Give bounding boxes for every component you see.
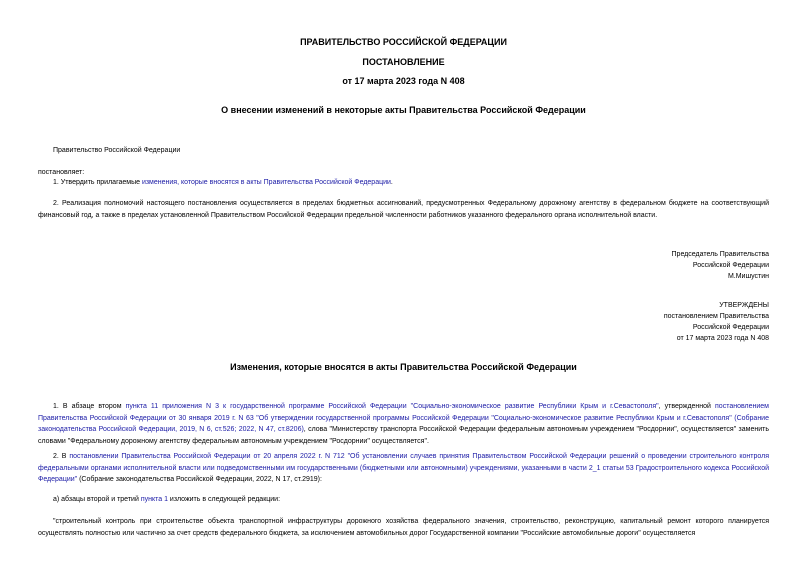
document-title: О внесении изменений в некоторые акты Правительства Российской Федерации: [221, 105, 586, 115]
signature-name: М.Мишустин: [727, 273, 769, 280]
document-type-heading: ПОСТАНОВЛЕНИЕ: [362, 57, 445, 67]
approval-by: постановлением Правительства: [663, 313, 769, 320]
paragraph-1-suffix: .: [390, 179, 393, 186]
resolution-2022-link[interactable]: постановлении Правительства Российской Федерации от 20 апреля 2022 г. N 712 "Об установлении случаев принятия Правительством Российской Федерации решений о проведении строительного контроля федеральными органами исполнительной власти или подведомственными им государственными (бюджетными или автономными) учреждениями, указанными в части 2_1 статьи 53 Градостроительного кодекса Российской Федерации": [38, 453, 769, 483]
change-1-text-b: , утвержденной: [658, 403, 716, 410]
change-1: [38, 401, 769, 447]
paragraph-2: 2. Реализация полномочий настоящего постановления осуществляется в пределах бюджетных ассигнований, предусмотренных Федеральному дорожному агентству в федеральном бюджете на соответствующий финансовый год, а также в пределах установленной Правительством Российской Федерации предельной численности работников указанного федерального органа исполнительной власти.: [38, 200, 769, 219]
change-2a-text-a: а) абзацы второй и третий: [53, 496, 141, 503]
approval-title: УТВЕРЖДЕНЫ: [719, 302, 769, 309]
government-heading: ПРАВИТЕЛЬСТВО РОССИЙСКОЙ ФЕДЕРАЦИИ: [300, 37, 507, 47]
item-1-link[interactable]: пункта 1: [140, 496, 168, 503]
signature-block: [672, 249, 769, 282]
decrees-text: постановляет:: [38, 169, 85, 176]
change-2: [38, 451, 769, 486]
resolution-2019-link[interactable]: постановлением Правительства Российской Федерации от 30 января 2019 г. N 63 "Об утверждении государственной программы Российской Федерации "Социально-экономическое развитие Республики Крым и г.Севастополя" (Собрание законодательства Российской Федерации, 2019, N 6, ст.526; 2022, N 47, ст.8206): [38, 403, 769, 433]
change-2-text-b: (Собрание законодательства Российской Федерации, 2022, N 17, ст.2919):: [77, 476, 322, 483]
approval-date-number: от 17 марта 2023 года N 408: [676, 335, 769, 342]
approval-organization: Российской Федерации: [692, 324, 769, 331]
change-1-text-c: , слова "Министерству транспорта Российской Федерации федеральным автономным учреждением "Росдорнии", осуществляется" заменить словами "Федеральному дорожному агентству федеральным автономным учреждением "Росдорнии" осуществляется".: [38, 426, 769, 445]
document-date-number: от 17 марта 2023 года N 408: [342, 76, 465, 86]
paragraph-1-prefix: 1. Утвердить прилагаемые: [53, 179, 142, 186]
paragraph-1: [53, 177, 393, 188]
quoted-text: "строительный контроль при строительстве объекта транспортной инфраструктуры дорожного хозяйства федерального значения, строительство, реконструкцию, капитальный ремонт которого планируется осуществлять полностью или частично за счет средств федерального бюджета, за исключением автомобильных дорог Государственной компании "Российские автомобильные дороги" осуществляется: [38, 518, 769, 537]
change-2-text-a: 2. В: [53, 453, 70, 460]
change-2a-text-b: изложить в следующей редакции:: [167, 496, 281, 503]
approval-block: [664, 300, 769, 344]
approved-changes-link[interactable]: изменения, которые вносятся в акты Правительства Российской Федерации: [141, 179, 391, 186]
signature-organization: Российской Федерации: [692, 262, 769, 269]
change-2a: [53, 494, 280, 505]
change-1-text-a: 1. В абзаце втором: [53, 403, 126, 410]
issuer-text: Правительство Российской Федерации: [53, 147, 181, 154]
changes-title: Изменения, которые вносятся в акты Правительства Российской Федерации: [230, 362, 577, 372]
program-item-link[interactable]: пункта 11 приложения N 3 к государственной программе Российской Федерации "Социально-экономическое развитие Республики Крым и г.Севастополя": [125, 403, 659, 410]
signature-position: Председатель Правительства: [671, 251, 769, 258]
